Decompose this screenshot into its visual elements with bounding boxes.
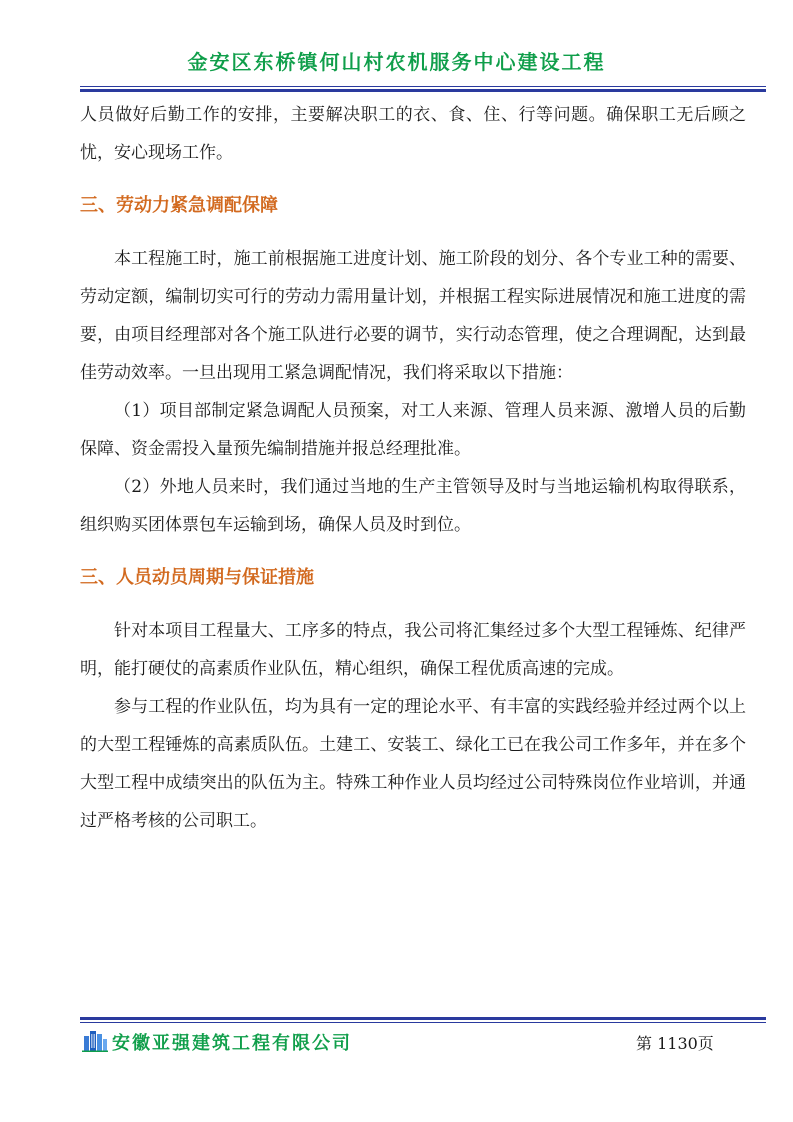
page-header-title: 金安区东桥镇何山村农机服务中心建设工程	[187, 50, 606, 74]
paragraph-labor-plan: 本工程施工时，施工前根据施工进度计划、施工阶段的划分、各个专业工种的需要、劳动定额，编制切实可行的劳动力需用量计划，并根据工程实际进展情况和施工进度的需要，由项目经理部对各个施工队进行必要的调节，实行动态管理，使之合理调配，达到最佳劳动效率。一旦出现用工紧急调配情况，我们将采取以下措施：	[80, 249, 746, 383]
section-heading-mobilization: 三、人员动员周期与保证措施	[80, 567, 314, 588]
paragraph-team-assembly: 针对本项目工程量大、工序多的特点，我公司将汇集经过多个大型工程锤炼、纪律严明，能打硬仗的高素质作业队伍，精心组织，确保工程优质高速的完成。	[80, 621, 746, 679]
section-heading-labor-emergency: 三、劳动力紧急调配保障	[80, 195, 278, 216]
document-body	[80, 96, 746, 840]
page-number: 第 1130页	[636, 1034, 714, 1053]
paragraph-team-qualification: 参与工程的作业队伍，均为具有一定的理论水平、有丰富的实践经验并经过两个以上的大型工程锤炼的高素质队伍。土建工、安装工、绿化工已在我公司工作多年，并在多个大型工程中成绩突出的队伍为主。特殊工种作业人员均经过公司特殊岗位作业培训，并通过严格考核的公司职工。	[80, 697, 746, 831]
footer-company-name: 安徽亚强建筑工程有限公司	[112, 1033, 352, 1054]
header-divider	[80, 86, 766, 92]
building-logo-icon	[82, 1028, 108, 1052]
list-item-measure-1: （1）项目部制定紧急调配人员预案，对工人来源、管理人员来源、激增人员的后勤保障、资金需投入量预先编制措施并报总经理批准。	[80, 401, 746, 459]
list-item-measure-2: （2）外地人员来时，我们通过当地的生产主管领导及时与当地运输机构取得联系，组织购买团体票包车运输到场，确保人员及时到位。	[80, 477, 746, 535]
continued-paragraph: 人员做好后勤工作的安排，主要解决职工的衣、食、住、行等问题。确保职工无后顾之忧，安心现场工作。	[80, 105, 746, 163]
footer-divider	[80, 1017, 766, 1023]
